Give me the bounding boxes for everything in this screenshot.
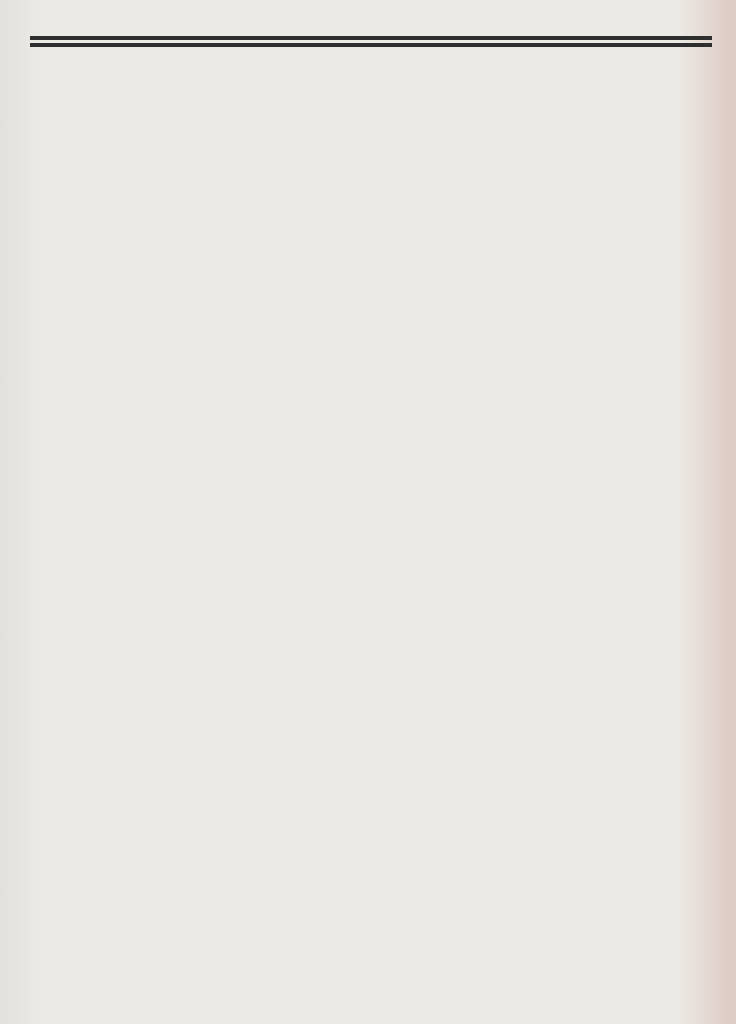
bottom-table-band bbox=[30, 43, 712, 47]
top-table-band bbox=[30, 36, 712, 40]
registry-page bbox=[30, 36, 712, 47]
